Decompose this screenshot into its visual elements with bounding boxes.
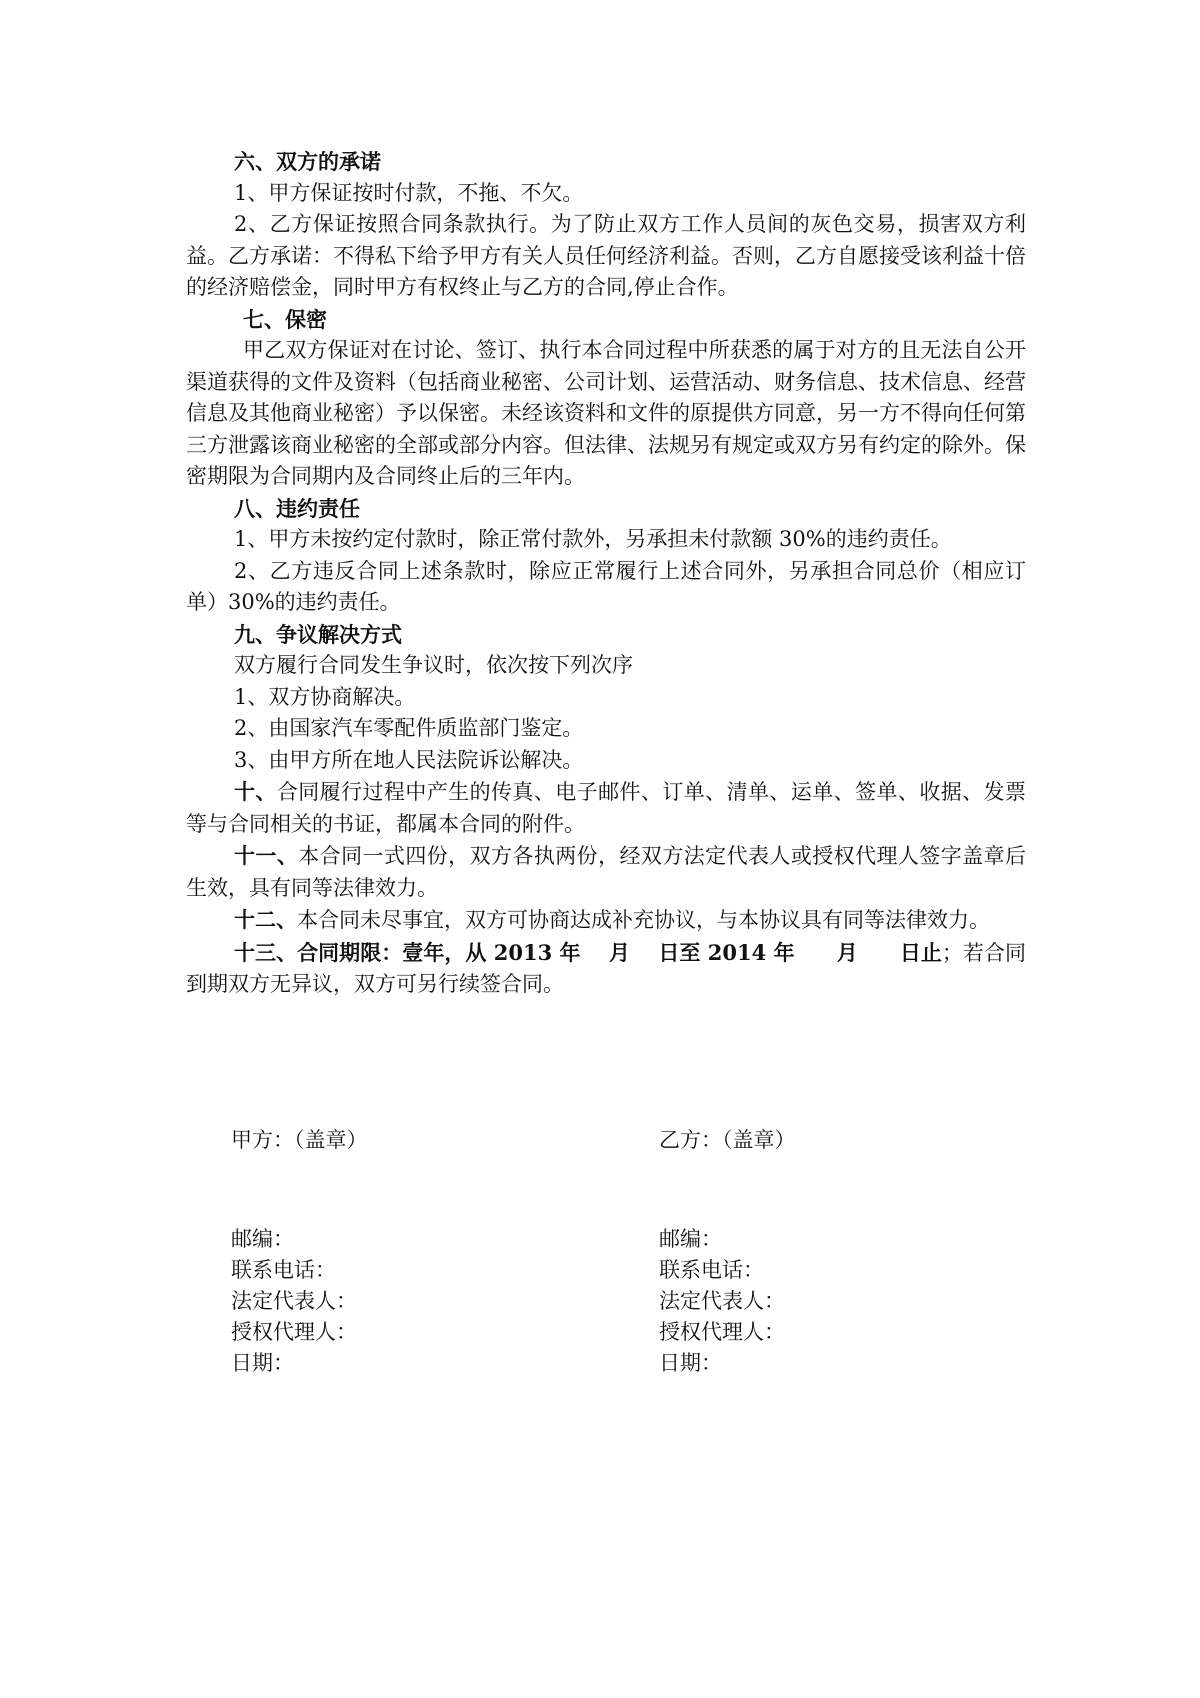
- party-b-postcode: 邮编：: [659, 1227, 722, 1251]
- party-b-info: [659, 1224, 785, 1379]
- section-8-item-2: 2、乙方违反合同上述条款时，除应正常履行上述合同外，另承担合同总价（相应订单）30%的违约责任。: [186, 558, 1026, 614]
- party-a-stamp: [231, 1125, 368, 1156]
- section-12-label: 十二、: [234, 907, 297, 932]
- section-7-text: 甲乙双方保证对在讨论、签订、执行本合同过程中所获悉的属于对方的且无法自公开渠道获得的文件及资料（包括商业秘密、公司计划、运营活动、财务信息、技术信息、经营信息及其他商业秘密）予以保密。未经该资料和文件的原提供方同意，另一方不得向任何第三方泄露该商业秘密的全部或部分内容。但法律、法规另有规定或双方另有约定的除外。保密期限为合同期内及合同终止后的三年内。: [186, 338, 1026, 488]
- party-a-postcode: 邮编：: [231, 1227, 294, 1251]
- party-a-agent: 授权代理人：: [231, 1320, 357, 1344]
- section-10-label: 十、: [234, 779, 277, 804]
- party-a-phone: 联系电话：: [231, 1258, 336, 1282]
- section-12: [186, 904, 1026, 937]
- section-8-heading: 八、违约责任: [234, 495, 360, 521]
- section-6-item-1: 1、甲方保证按时付款，不拖、不欠。: [234, 180, 584, 205]
- party-a-stamp-label: 甲方：（盖章）: [231, 1128, 368, 1152]
- party-b-legal-rep: 法定代表人：: [659, 1289, 785, 1313]
- section-13: [186, 937, 1026, 1001]
- section-10-text: 合同履行过程中产生的传真、电子邮件、订单、清单、运单、签单、收据、发票等与合同相关的书证，都属本合同的附件。: [186, 780, 1027, 836]
- section-9-intro: 双方履行合同发生争议时，依次按下列次序: [234, 653, 633, 677]
- party-b-date: 日期：: [659, 1351, 722, 1375]
- section-6-heading: 六、双方的承诺: [234, 149, 381, 174]
- section-11-label: 十一、: [234, 843, 299, 868]
- section-13-rest: ；若合同到期双方无异议，双方可另行续签合同。: [186, 940, 1026, 996]
- section-9-item-1: 1、双方协商解决。: [234, 684, 416, 709]
- contract-body: [186, 146, 1026, 1001]
- section-11: [186, 840, 1026, 904]
- section-11-text: 本合同一式四份，双方各执两份，经双方法定代表人或授权代理人签字盖章后生效，具有同等法律效力。: [186, 844, 1026, 900]
- section-12-text: 本合同未尽事宜，双方可协商达成补充协议，与本协议具有同等法律效力。: [297, 908, 990, 932]
- section-9-item-2: 2、由国家汽车零配件质监部门鉴定。: [234, 716, 584, 740]
- party-a-info: [231, 1224, 357, 1379]
- section-8-item-1: 1、甲方未按约定付款时，除正常付款外，另承担未付款额 30%的违约责任。: [234, 527, 952, 551]
- party-b-stamp: [659, 1125, 796, 1156]
- party-a-legal-rep: 法定代表人：: [231, 1289, 357, 1313]
- section-7-heading: 七、保密: [243, 306, 327, 332]
- party-b-stamp-label: 乙方：（盖章）: [659, 1128, 796, 1152]
- section-13-term: 十三、合同期限：壹年，从 2013 年 月 日至 2014 年 月 日止: [234, 939, 942, 965]
- party-b-phone: 联系电话：: [659, 1258, 764, 1282]
- section-9-item-3: 3、由甲方所在地人民法院诉讼解决。: [234, 747, 584, 772]
- section-10: [186, 776, 1026, 840]
- section-6-item-2: 2、乙方保证按照合同条款执行。为了防止双方工作人员间的灰色交易，损害双方利益。乙方承诺：不得私下给予甲方有关人员任何经济利益。否则，乙方自愿接受该利益十倍的经济赔偿金，同时甲方有权终止与乙方的合同,停止合作。: [186, 212, 1026, 299]
- party-b-agent: 授权代理人：: [659, 1320, 785, 1344]
- party-a-date: 日期：: [231, 1351, 294, 1375]
- section-9-heading: 九、争议解决方式: [234, 621, 402, 647]
